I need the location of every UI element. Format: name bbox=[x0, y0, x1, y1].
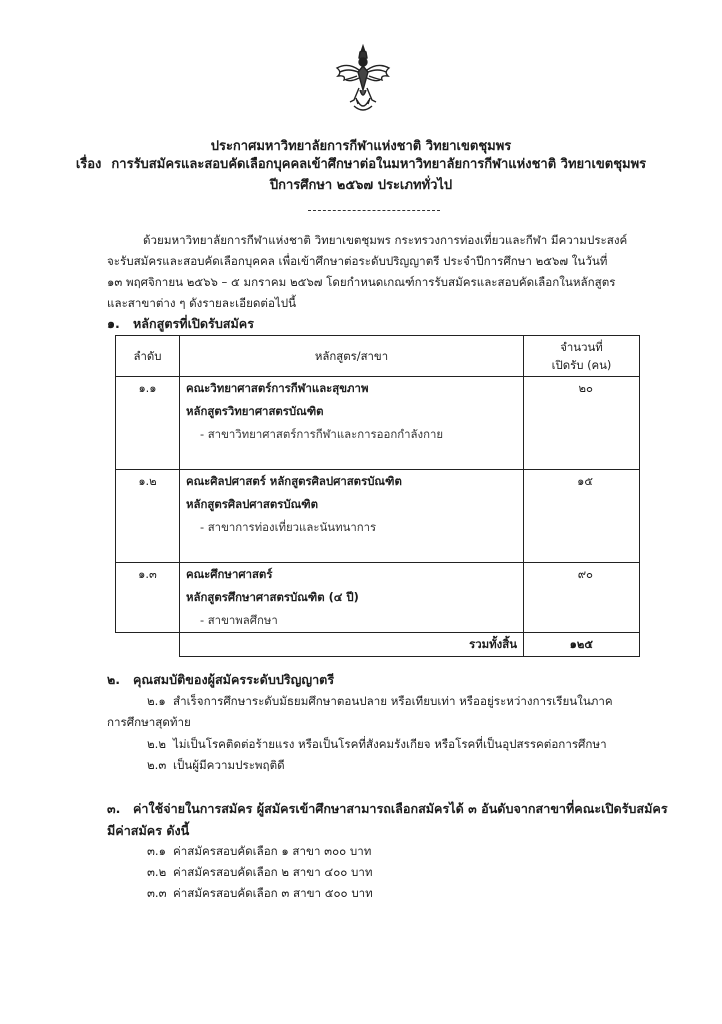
table-row bbox=[116, 539, 640, 563]
table-row bbox=[116, 609, 640, 633]
count-cell: ๒๐ bbox=[524, 377, 640, 401]
garuda-emblem-icon bbox=[334, 42, 392, 114]
seq-cell: ๑.๒ bbox=[116, 470, 180, 494]
list-item bbox=[147, 843, 371, 861]
seq-cell: ๑.๓ bbox=[116, 563, 180, 587]
item-text: ค่าสมัครสอบคัดเลือก ๓ สาขา ๕๐๐ บาท bbox=[173, 886, 373, 900]
count-cell: ๙๐ bbox=[524, 563, 640, 587]
table-row bbox=[116, 446, 640, 470]
table-row bbox=[116, 586, 640, 609]
program-cell: หลักสูตรศึกษาศาสตรบัณฑิต (๔ ปี) bbox=[180, 586, 524, 609]
section-2-heading bbox=[107, 670, 334, 690]
table-row bbox=[116, 423, 640, 446]
item-text: ค่าสมัครสอบคัดเลือก ๒ สาขา ๔๐๐ บาท bbox=[173, 865, 373, 879]
col-program-header: หลักสูตร/สาขา bbox=[180, 336, 524, 377]
table-row bbox=[116, 400, 640, 423]
list-item bbox=[147, 885, 373, 903]
table-header-row bbox=[116, 336, 640, 377]
section-number: ๑. bbox=[107, 316, 120, 331]
total-value: ๑๒๕ bbox=[524, 633, 640, 657]
section-number: ๒. bbox=[107, 672, 121, 687]
intro-line: และสาขาต่าง ๆ ดังรายละเอียดต่อไปนี้ bbox=[107, 296, 297, 310]
list-item bbox=[147, 736, 607, 754]
faculty-cell: คณะศิลปศาสตร์ หลักสูตรศิลปศาสตรบัณฑิต bbox=[180, 470, 524, 494]
col-count-header: จำนวนที่ เปิดรับ (คน) bbox=[524, 336, 640, 377]
list-item bbox=[147, 693, 613, 711]
major-cell: - สาขาการท่องเที่ยวและนันทนาการ bbox=[180, 516, 524, 539]
item-number: ๓.๑ bbox=[147, 844, 166, 858]
section-title: หลักสูตรที่เปิดรับสมัคร bbox=[133, 316, 254, 331]
item-number: ๓.๓ bbox=[147, 886, 167, 900]
item-continuation: การศึกษาสุดท้าย bbox=[107, 715, 191, 729]
announcement-title: ประกาศมหาวิทยาลัยการกีฬาแห่งชาติ วิทยาเขตชุมพร bbox=[210, 139, 512, 154]
item-text: ค่าสมัครสอบคัดเลือก ๑ สาขา ๓๐๐ บาท bbox=[173, 844, 372, 858]
item-number: ๒.๑ bbox=[147, 694, 166, 708]
announcement-year: ปีการศึกษา ๒๕๖๗ ประเภททั่วไป bbox=[269, 178, 453, 193]
item-text: สำเร็จการศึกษาระดับมัธยมศึกษาตอนปลาย หรือเทียบเท่า หรืออยู่ระหว่างการเรียนในภาค bbox=[173, 694, 613, 708]
section-1-heading bbox=[107, 314, 254, 334]
item-text: ไม่เป็นโรคติดต่อร้ายแรง หรือเป็นโรคที่สังคมรังเกียจ หรือโรคที่เป็นอุปสรรคต่อการศึกษา bbox=[173, 737, 607, 751]
section-number: ๓. bbox=[107, 801, 121, 816]
divider bbox=[308, 210, 440, 211]
table-row bbox=[116, 493, 640, 516]
subject-label: เรื่อง bbox=[75, 157, 102, 172]
list-item bbox=[147, 864, 373, 882]
intro-line: ด้วยมหาวิทยาลัยการกีฬาแห่งชาติ วิทยาเขตชุมพร กระทรวงการท่องเที่ยวและกีฬา มีความประสงค์ bbox=[143, 233, 628, 247]
faculty-cell: คณะวิทยาศาสตร์การกีฬาและสุขภาพ bbox=[180, 377, 524, 401]
section-3-heading-cont: มีค่าสมัคร ดังนี้ bbox=[107, 823, 190, 838]
total-label: รวมทั้งสิ้น bbox=[180, 633, 524, 657]
intro-paragraph bbox=[107, 230, 639, 314]
seq-cell: ๑.๑ bbox=[116, 377, 180, 401]
item-number: ๒.๓ bbox=[147, 758, 167, 772]
intro-line: จะรับสมัครและสอบคัดเลือกบุคคล เพื่อเข้าศึกษาต่อระดับปริญญาตรี ประจำปีการศึกษา ๒๕๖๗ ในวันที่ bbox=[107, 254, 608, 268]
program-cell: หลักสูตรศิลปศาสตรบัณฑิต bbox=[180, 493, 524, 516]
item-text: เป็นผู้มีความประพฤติดี bbox=[173, 758, 285, 772]
item-number: ๒.๒ bbox=[147, 737, 166, 751]
course-table bbox=[115, 335, 640, 657]
section-3-heading bbox=[107, 799, 668, 819]
count-cell: ๑๕ bbox=[524, 470, 640, 494]
program-cell: หลักสูตรวิทยาศาสตรบัณฑิต bbox=[180, 400, 524, 423]
section-title: คุณสมบัติของผู้สมัครระดับปริญญาตรี bbox=[133, 672, 335, 687]
table-row bbox=[116, 516, 640, 539]
list-item bbox=[147, 757, 285, 775]
table-row bbox=[116, 377, 640, 401]
table-row bbox=[116, 563, 640, 587]
intro-line: ๑๓ พฤศจิกายน ๒๕๖๖ – ๕ มกราคม ๒๕๖๗ โดยกำหนดเกณฑ์การรับสมัครและสอบคัดเลือกในหลักสูตร bbox=[107, 275, 616, 289]
announcement-subject bbox=[0, 156, 722, 174]
total-row bbox=[116, 633, 640, 657]
major-cell: - สาขาวิทยาศาสตร์การกีฬาและการออกกำลังกาย bbox=[180, 423, 524, 446]
col-seq-header: ลำดับ bbox=[116, 336, 180, 377]
item-number: ๓.๒ bbox=[147, 865, 167, 879]
faculty-cell: คณะศึกษาศาสตร์ bbox=[180, 563, 524, 587]
section-title: ค่าใช้จ่ายในการสมัคร ผู้สมัครเข้าศึกษาสามารถเลือกสมัครได้ ๓ อันดับจากสาขาที่คณะเปิดรับสมัคร bbox=[133, 801, 668, 816]
major-cell: - สาขาพลศึกษา bbox=[180, 609, 524, 633]
table-row bbox=[116, 470, 640, 494]
subject-text: การรับสมัครและสอบคัดเลือกบุคคลเข้าศึกษาต่อในมหาวิทยาลัยการกีฬาแห่งชาติ วิทยาเขตชุมพร bbox=[111, 157, 647, 172]
